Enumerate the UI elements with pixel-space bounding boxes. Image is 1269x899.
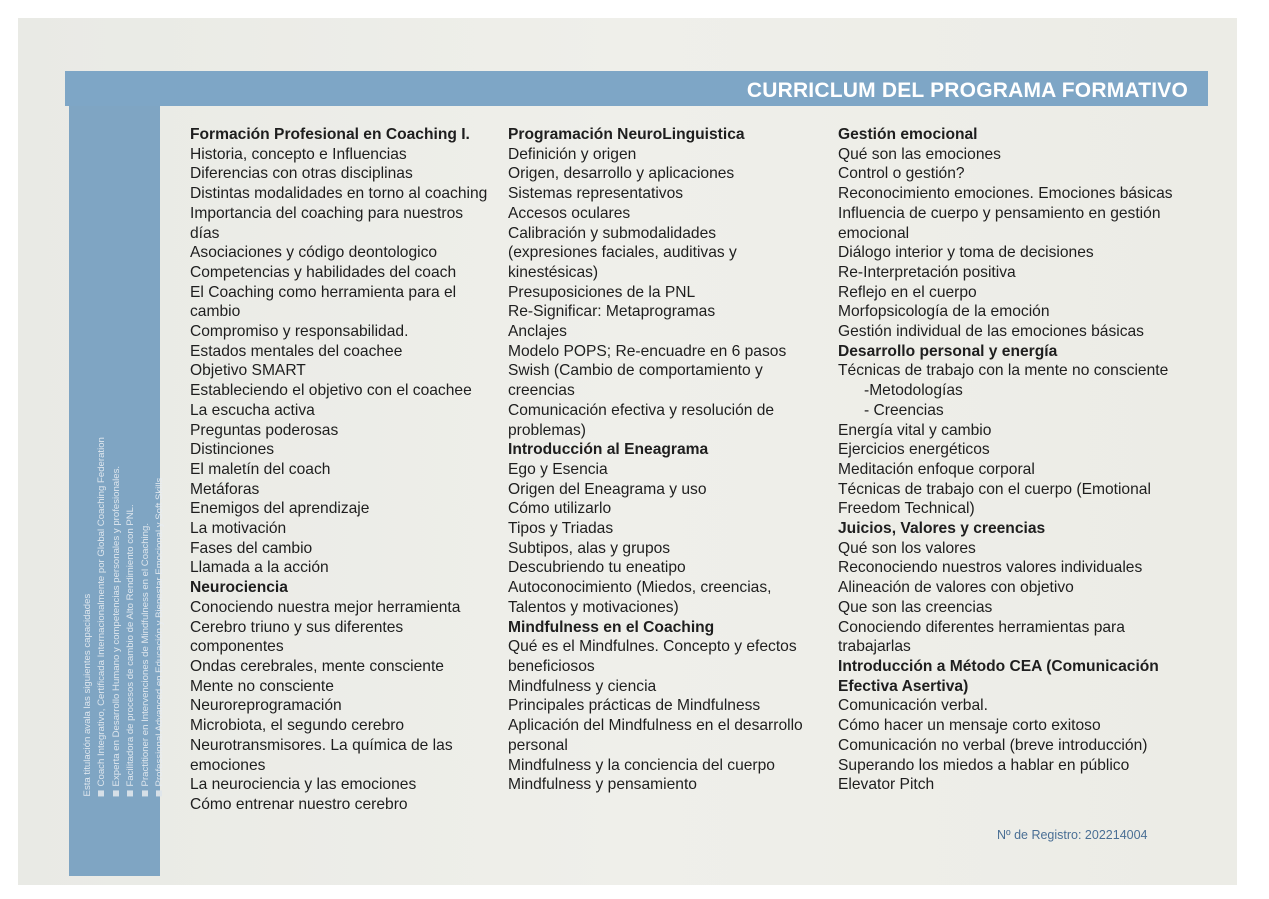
topic-item: Sistemas representativos [508,185,684,203]
topic-item: Talentos y motivaciones) [508,598,679,616]
capabilities-text [81,326,167,796]
topic-item: Conociendo nuestra mejor herramienta [190,598,461,616]
topic-item: Ego y Esencia [508,460,608,478]
topic-item: Neuroreprogramación [190,697,342,715]
topic-item: Llamada a la acción [190,559,329,577]
topic-item: Calibración y submodalidades [508,224,717,242]
topic-item: Ejercicios energéticos [838,441,990,459]
topic-item: Compromiso y responsabilidad. [190,323,409,341]
section-heading: Juicios, Valores y creencias [838,520,1046,538]
topic-item: Diálogo interior y toma de decisiones [838,244,1094,262]
topic-item: Aplicación del Mindfulness en el desarrollo [508,717,803,735]
topic-item: Swish (Cambio de comportamiento y [508,362,763,380]
topic-item: problemas) [508,421,586,439]
topic-item: Estableciendo el objetivo con el coachee [190,382,472,400]
document-title: CURRICLUM DEL PROGRAMA FORMATIVO [746,79,1188,102]
capability-item [139,326,153,796]
bullet-square-icon [142,790,148,796]
topic-item: personal [508,736,568,754]
topic-item: Anclajes [508,323,567,341]
topic-item: Reconociendo nuestros valores individuales [838,559,1143,577]
topic-item: El maletín del coach [190,460,331,478]
topic-item: Definición y origen [508,145,637,163]
topic-item: Comunicación efectiva y resolución de [508,401,775,419]
capability-text: Practitioner en Intervenciones de Mindfulness en el Coaching. [139,522,151,786]
topic-item: Comunicación verbal. [838,697,988,715]
topic-item: (expresiones faciales, auditivas y [508,244,737,262]
topic-item: Estados mentales del coachee [190,342,403,360]
topic-item: Gestión individual de las emociones básicas [838,323,1144,341]
topic-item: Cómo utilizarlo [508,500,612,518]
section-heading: Desarrollo personal y energía [838,342,1058,360]
topic-item: Preguntas poderosas [190,421,339,439]
topic-item: Qué es el Mindfulnes. Concepto y efectos [508,638,797,656]
topic-item: Re-Interpretación positiva [838,263,1016,281]
registration-number: Nº de Registro: 202214004 [997,828,1148,842]
topic-item: Accesos oculares [508,204,631,222]
topic-item: Mindfulness y la conciencia del cuerpo [508,756,775,774]
capability-text: Facilitadora de procesos de cambio de Alto Rendimiento con PNL. [125,503,137,786]
topic-item: beneficiosos [508,657,595,675]
topic-item: Autoconocimiento (Miedos, creencias, [508,579,772,597]
topic-item: trabajarlas [838,638,911,656]
bullet-square-icon [98,790,104,796]
topic-item: - Creencias [864,401,944,419]
topic-item: Objetivo SMART [190,362,306,380]
topic-item: kinestésicas) [508,263,599,281]
topic-item: Presuposiciones de la PNL [508,283,696,301]
topic-item: Neurotransmisores. La química de las [190,736,453,754]
bullet-square-icon [127,790,133,796]
section-heading: Programación NeuroLinguistica [508,126,745,143]
capability-text: Experta en Desarrollo Humano y competencias personales y profesionales. [110,465,122,786]
topic-item: Enemigos del aprendizaje [190,500,370,518]
topic-item: Influencia de cuerpo y pensamiento en gestión [838,204,1161,222]
topic-item: Modelo POPS; Re-encuadre en 6 pasos [508,342,787,360]
topic-item: Comunicación no verbal (breve introducción) [838,736,1148,754]
topic-item: Mindfulness y pensamiento [508,776,697,794]
column-pnl-eneagrama-mindfulness [508,125,803,795]
topic-item: Superando los miedos a hablar en público [838,756,1130,774]
topic-item: Principales prácticas de Mindfulness [508,697,761,715]
capability-text: Professional Advanced en Educación y Bienestar Emocional y Soft Skills [154,477,166,786]
topic-item: Mindfulness y ciencia [508,677,657,695]
topic-item: Morfopsicología de la emoción [838,303,1050,321]
topic-item: Técnicas de trabajo con el cuerpo (Emotional [838,480,1151,498]
topic-item: componentes [190,638,284,656]
topic-item: Conociendo diferentes herramientas para [838,618,1125,636]
topic-item: Origen, desarrollo y aplicaciones [508,165,735,183]
topic-item: días [190,224,220,242]
bullet-square-icon [113,790,119,796]
topic-item: Ondas cerebrales, mente consciente [190,657,444,675]
section-heading: Introducción a Método CEA (Comunicación [838,657,1159,675]
topic-item: El Coaching como herramienta para el [190,283,457,301]
section-heading: Neurociencia [190,579,288,597]
capability-item [95,326,109,796]
topic-item: emociones [190,756,266,774]
topic-item: Metáforas [190,480,260,498]
topic-item: Tipos y Triadas [508,520,614,538]
topic-item: Cerebro triuno y sus diferentes [190,618,404,636]
topic-item: Energía vital y cambio [838,421,992,439]
topic-item: creencias [508,382,575,400]
topic-item: Historia, concepto e Influencias [190,145,407,163]
topic-item: La motivación [190,520,287,538]
topic-item: Descubriendo tu eneatipo [508,559,686,577]
topic-item: Distinciones [190,441,275,459]
column-emotional-management [838,125,1173,795]
topic-item: Técnicas de trabajo con la mente no consciente [838,362,1169,380]
topic-item: Competencias y habilidades del coach [190,263,457,281]
topic-item: La escucha activa [190,401,315,419]
topic-item: Cómo hacer un mensaje corto exitoso [838,717,1101,735]
topic-item: Reconocimiento emociones. Emociones básicas [838,185,1173,203]
capability-text: Coach Integrativo, Certificada Internacionalmente por Global Coaching Federation [96,436,108,786]
topic-item: Microbiota, el segundo cerebro [190,717,405,735]
topic-item: Mente no consciente [190,677,334,695]
topic-item: Distintas modalidades en torno al coaching [190,185,488,203]
capability-item [153,326,167,796]
topic-item: Reflejo en el cuerpo [838,283,977,301]
topic-item: Re-Significar: Metaprogramas [508,303,716,321]
topic-item: Cómo entrenar nuestro cerebro [190,795,408,813]
topic-item: emocional [838,224,910,242]
topic-item: Diferencias con otras disciplinas [190,165,413,183]
topic-item: Subtipos, alas y grupos [508,539,671,557]
section-heading: Introducción al Eneagrama [508,441,709,459]
capabilities-sidebar [69,106,166,876]
topic-item: Que son las creencias [838,598,993,616]
topic-item: Fases del cambio [190,539,313,557]
topic-item: Origen del Eneagrama y uso [508,480,707,498]
topic-item: cambio [190,303,241,321]
topic-item: Qué son las emociones [838,145,1001,163]
capabilities-intro: Esta titulación avala las siguientes capacidades [82,593,93,796]
topic-item: Freedom Technical) [838,500,975,518]
topic-item: Importancia del coaching para nuestros [190,204,464,222]
topic-item: -Metodologías [864,382,963,400]
capability-item [110,326,124,796]
title-banner [65,71,1208,106]
section-heading: Efectiva Asertiva) [838,677,969,695]
topic-item: Control o gestión? [838,165,965,183]
topic-item: Meditación enfoque corporal [838,460,1035,478]
topic-item: Qué son los valores [838,539,976,557]
section-heading: Gestión emocional [838,126,978,143]
topic-item: La neurociencia y las emociones [190,776,417,794]
section-heading: Formación Profesional en Coaching I. [190,126,470,143]
section-heading: Mindfulness en el Coaching [508,618,715,636]
topic-item: Elevator Pitch [838,776,935,794]
capability-item [124,326,138,796]
topic-item: Asociaciones y código deontologico [190,244,438,262]
column-coaching-neuroscience [190,125,487,815]
bullet-square-icon [156,790,162,796]
topic-item: Alineación de valores con objetivo [838,579,1074,597]
